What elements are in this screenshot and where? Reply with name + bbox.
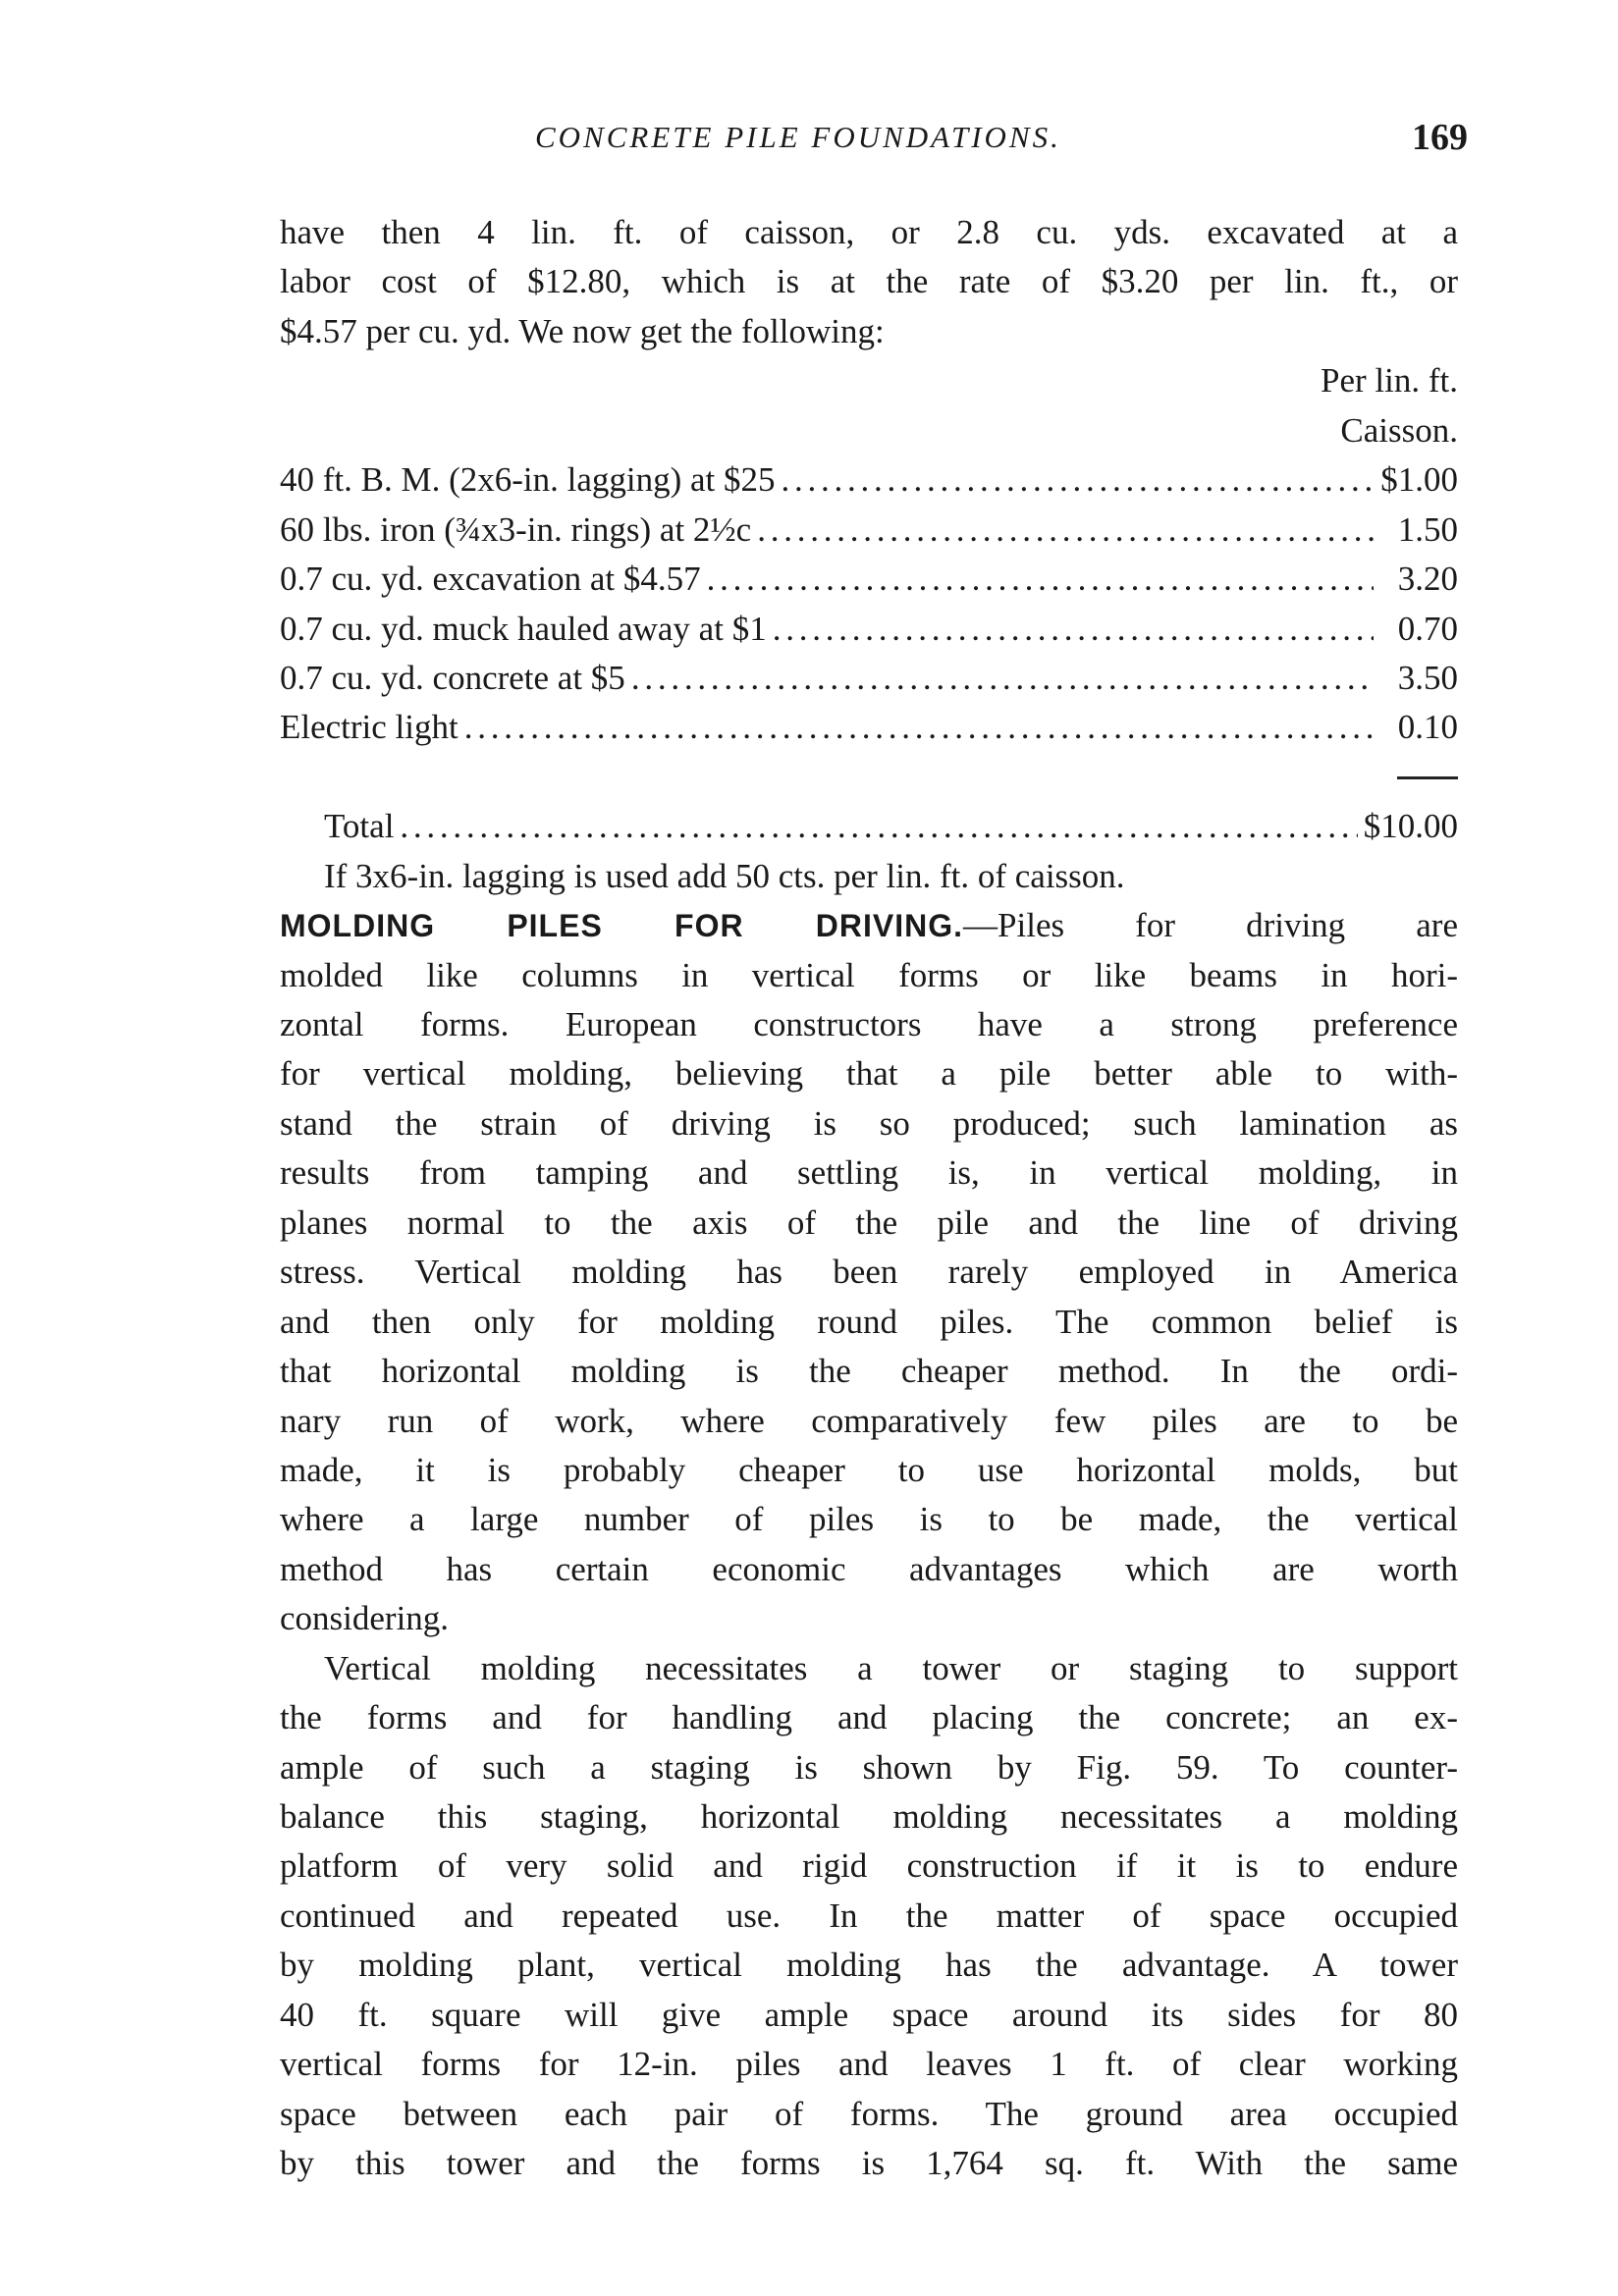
text-line: Vertical molding necessitates a tower or staging to support bbox=[324, 1648, 1458, 1687]
text-line: that horizontal molding is the cheaper method. In the ordi- bbox=[280, 1352, 1458, 1391]
sum-rule bbox=[280, 753, 1458, 802]
text-line: molded like columns in vertical forms or like beams in hori- bbox=[280, 955, 1458, 994]
column-header: Per lin. ft. bbox=[1321, 361, 1458, 400]
text-line: balance this staging, horizontal molding necessitates a molding bbox=[280, 1797, 1458, 1836]
cost-row bbox=[280, 605, 1458, 654]
text-line: results from tamping and settling is, in vertical molding, in bbox=[280, 1153, 1458, 1193]
section-first-line-text: —Piles for driving are bbox=[963, 906, 1458, 945]
text-line: ample of such a staging is shown by Fig. 59. To counter- bbox=[280, 1747, 1458, 1787]
cost-value: 3.20 bbox=[1397, 560, 1458, 599]
text-line: considering. bbox=[280, 1599, 450, 1638]
cost-value: 1.50 bbox=[1397, 509, 1458, 549]
cost-label: 0.7 cu. yd. excavation at $4.57 bbox=[280, 560, 701, 599]
cost-value: 0.10 bbox=[1397, 708, 1458, 747]
text-line: labor cost of $12.80, which is at the rate of $3.20 per lin. ft., or bbox=[280, 262, 1458, 301]
dot-leader bbox=[400, 802, 1357, 851]
dot-leader bbox=[464, 703, 1374, 752]
cost-row bbox=[280, 455, 1458, 505]
cost-label: 0.7 cu. yd. muck hauled away at $1 bbox=[280, 609, 767, 648]
text-line: stand the strain of driving is so produced; such lamination as bbox=[280, 1103, 1458, 1143]
text-line: the forms and for handling and placing the concrete; an ex- bbox=[280, 1698, 1458, 1737]
cost-row bbox=[280, 654, 1458, 703]
text-line: by this tower and the forms is 1,764 sq. ft. With the same bbox=[280, 2144, 1458, 2183]
text-line: continued and repeated use. In the matter of space occupied bbox=[280, 1896, 1458, 1935]
cost-label: 60 lbs. iron (¾x3-in. rings) at 2½c bbox=[280, 509, 752, 549]
page-header bbox=[280, 116, 1468, 165]
text-line: by molding plant, vertical molding has the advantage. A tower bbox=[280, 1946, 1458, 1985]
text-line: have then 4 lin. ft. of caisson, or 2.8 cu. yds. excavated at a bbox=[280, 213, 1458, 251]
text-line: and then only for molding round piles. The common belief is bbox=[280, 1302, 1458, 1341]
running-title: CONCRETE PILE FOUNDATIONS. bbox=[535, 120, 1061, 154]
text-line: platform of very solid and rigid construction if it is to endure bbox=[280, 1846, 1458, 1886]
text-line: 40 ft. square will give ample space around its sides for 80 bbox=[280, 1995, 1458, 2034]
dot-leader bbox=[707, 555, 1374, 604]
text-line: vertical forms for 12-in. piles and leaves 1 ft. of clear working bbox=[280, 2045, 1458, 2084]
column-header: Caisson. bbox=[1340, 410, 1458, 450]
text-line: planes normal to the axis of the pile and the line of driving bbox=[280, 1202, 1458, 1242]
cost-value: 0.70 bbox=[1397, 609, 1458, 648]
total-label: Total bbox=[324, 807, 395, 846]
page-body bbox=[280, 208, 1458, 2189]
page-number: 169 bbox=[1412, 117, 1468, 158]
total-value: $10.00 bbox=[1363, 807, 1458, 846]
text-line: $4.57 per cu. yd. We now get the following: bbox=[280, 311, 885, 350]
text-line: zontal forms. European constructors have a strong preference bbox=[280, 1005, 1458, 1043]
cost-row bbox=[280, 703, 1458, 752]
cost-row bbox=[280, 555, 1458, 604]
cost-label: 40 ft. B. M. (2x6-in. lagging) at $25 bbox=[280, 460, 776, 500]
cost-value: $1.00 bbox=[1380, 460, 1458, 500]
dot-leader bbox=[782, 455, 1374, 505]
table-note: If 3x6-in. lagging is used add 50 cts. per lin. ft. of caisson. bbox=[324, 856, 1125, 895]
text-line: space between each pair of forms. The ground area occupied bbox=[280, 2094, 1458, 2133]
section-heading: MOLDING PILES FOR DRIVING. bbox=[280, 908, 964, 944]
text-line: nary run of work, where comparatively few piles are to be bbox=[280, 1401, 1458, 1440]
text-line: stress. Vertical molding has been rarely employed in America bbox=[280, 1253, 1458, 1292]
cost-row bbox=[280, 506, 1458, 555]
text-line: where a large number of piles is to be made, the vertical bbox=[280, 1500, 1458, 1539]
total-row bbox=[280, 802, 1458, 851]
text-line: made, it is probably cheaper to use horizontal molds, but bbox=[280, 1450, 1458, 1489]
section-first-line bbox=[280, 901, 1458, 950]
cost-label: Electric light bbox=[280, 708, 458, 747]
cost-value: 3.50 bbox=[1397, 658, 1458, 697]
cost-label: 0.7 cu. yd. concrete at $5 bbox=[280, 658, 625, 697]
dot-leader bbox=[773, 605, 1374, 654]
dot-leader bbox=[631, 654, 1374, 703]
text-line: for vertical molding, believing that a pile better able to with- bbox=[280, 1054, 1458, 1094]
text-line: method has certain economic advantages which are worth bbox=[280, 1549, 1458, 1588]
dot-leader bbox=[757, 506, 1374, 555]
